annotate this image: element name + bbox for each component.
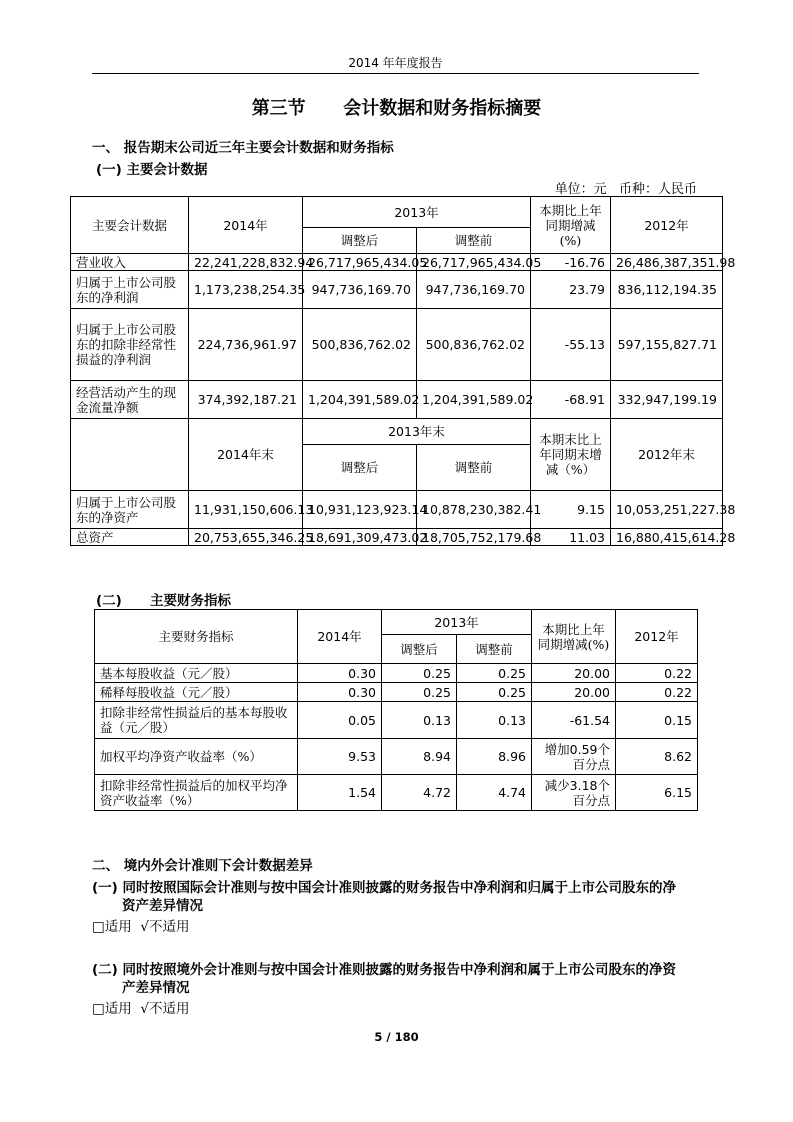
cell-2014: 22,241,228,832.94 <box>189 254 303 271</box>
part2-item2-line2: 产差异情况 <box>122 980 190 996</box>
part2-item1-option: □适用 √不适用 <box>92 919 190 935</box>
cell-change: 9.15 <box>531 491 611 529</box>
t1-h-2012: 2012年 <box>611 197 723 254</box>
t1-h2-change: 本期末比上年同期末增减（%） <box>531 419 611 491</box>
t1-h-change: 本期比上年同期增减(%) <box>531 197 611 254</box>
t1-h-adj-after: 调整后 <box>303 228 417 254</box>
cell-2012: 8.62 <box>616 739 698 775</box>
part2-item1-line1: (一) 同时按照国际会计准则与按中国会计准则披露的财务报告中净利润和归属于上市公司股东的净 <box>92 880 677 896</box>
cell-2014: 224,736,961.97 <box>189 309 303 381</box>
cell-change: -16.76 <box>531 254 611 271</box>
table-row <box>95 702 698 739</box>
cell-2014: 1.54 <box>298 775 382 811</box>
t2-h-adj-before: 调整前 <box>457 635 532 664</box>
t1-h-2014: 2014年 <box>189 197 303 254</box>
part1-heading: 一、 报告期末公司近三年主要会计数据和财务指标 <box>92 140 394 156</box>
cell-adj-before: 0.25 <box>457 664 532 683</box>
table-row <box>71 381 723 419</box>
cell-2012: 597,155,827.71 <box>611 309 723 381</box>
cell-2012: 6.15 <box>616 775 698 811</box>
t1-h2-2014: 2014年末 <box>189 419 303 491</box>
cell-adj-after: 26,717,965,434.05 <box>303 254 417 271</box>
cell-change: -61.54 <box>532 702 616 739</box>
t2-h-2013: 2013年 <box>382 610 532 635</box>
row-label: 归属于上市公司股东的扣除非经常性损益的净利润 <box>71 309 189 381</box>
cell-change: 20.00 <box>532 683 616 702</box>
financial-indicators-table <box>94 609 698 811</box>
cell-adj-after: 4.72 <box>382 775 457 811</box>
cell-2014: 0.30 <box>298 664 382 683</box>
cell-adj-before: 4.74 <box>457 775 532 811</box>
cell-2012: 0.22 <box>616 683 698 702</box>
cell-adj-after: 0.25 <box>382 683 457 702</box>
t1-h-item: 主要会计数据 <box>71 197 189 254</box>
part2-heading: 二、 境内外会计准则下会计数据差异 <box>92 858 313 874</box>
row-label: 归属于上市公司股东的净利润 <box>71 271 189 309</box>
table-row <box>71 271 723 309</box>
accounting-data-table <box>70 196 736 546</box>
cell-adj-after: 947,736,169.70 <box>303 271 417 309</box>
cell-change: 减少3.18个百分点 <box>532 775 616 811</box>
cell-2014: 0.30 <box>298 683 382 702</box>
cell-2012: 836,112,194.35 <box>611 271 723 309</box>
cell-adj-after: 0.25 <box>382 664 457 683</box>
t1-h-adj-before: 调整前 <box>417 228 531 254</box>
header-divider <box>92 73 699 74</box>
part2-item2-line1: (二) 同时按照境外会计准则与按中国会计准则披露的财务报告中净利润和属于上市公司股东的净资 <box>92 962 677 978</box>
cell-adj-before: 8.96 <box>457 739 532 775</box>
row-label: 扣除非经常性损益后的基本每股收益（元／股） <box>95 702 298 739</box>
cell-2014: 1,173,238,254.35 <box>189 271 303 309</box>
table-row <box>95 664 698 683</box>
row-label: 营业收入 <box>71 254 189 271</box>
cell-adj-before: 26,717,965,434.05 <box>417 254 531 271</box>
cell-change: 增加0.59个百分点 <box>532 739 616 775</box>
t1-h2-2012: 2012年末 <box>611 419 723 491</box>
table-row <box>71 309 723 381</box>
t1-h2-adj-before: 调整前 <box>417 445 531 491</box>
t2-h-adj-after: 调整后 <box>382 635 457 664</box>
cell-2012: 0.15 <box>616 702 698 739</box>
t2-h-2012: 2012年 <box>616 610 698 664</box>
section-title: 第三节 会计数据和财务指标摘要 <box>251 98 542 119</box>
cell-adj-before: 10,878,230,382.41 <box>417 491 531 529</box>
row-label: 加权平均净资产收益率（%） <box>95 739 298 775</box>
table-row <box>71 254 723 271</box>
cell-2012: 16,880,415,614.28 <box>611 529 723 546</box>
row-label: 归属于上市公司股东的净资产 <box>71 491 189 529</box>
part2-item2-option: □适用 √不适用 <box>92 1001 190 1017</box>
row-label: 经营活动产生的现金流量净额 <box>71 381 189 419</box>
part1-sub1: (一) 主要会计数据 <box>96 162 208 178</box>
row-label: 总资产 <box>71 529 189 546</box>
cell-adj-after: 10,931,123,923.14 <box>303 491 417 529</box>
row-label: 基本每股收益（元／股） <box>95 664 298 683</box>
cell-adj-before: 18,705,752,179.68 <box>417 529 531 546</box>
cell-2014: 0.05 <box>298 702 382 739</box>
cell-2014: 11,931,150,606.13 <box>189 491 303 529</box>
row-label: 扣除非经常性损益后的加权平均净资产收益率（%） <box>95 775 298 811</box>
row-label: 稀释每股收益（元／股） <box>95 683 298 702</box>
t1-h2-adj-after: 调整后 <box>303 445 417 491</box>
cell-change: 23.79 <box>531 271 611 309</box>
cell-adj-after: 1,204,391,589.02 <box>303 381 417 419</box>
cell-2014: 9.53 <box>298 739 382 775</box>
t1-h2-blank <box>71 419 189 491</box>
t2-h-2014: 2014年 <box>298 610 382 664</box>
cell-change: 11.03 <box>531 529 611 546</box>
cell-change: -55.13 <box>531 309 611 381</box>
cell-change: -68.91 <box>531 381 611 419</box>
cell-adj-after: 0.13 <box>382 702 457 739</box>
table-row <box>95 739 698 775</box>
t2-h-item: 主要财务指标 <box>95 610 298 664</box>
cell-2012: 0.22 <box>616 664 698 683</box>
cell-2014: 374,392,187.21 <box>189 381 303 419</box>
cell-adj-before: 947,736,169.70 <box>417 271 531 309</box>
cell-adj-after: 8.94 <box>382 739 457 775</box>
cell-2012: 10,053,251,227.38 <box>611 491 723 529</box>
unit-line: 单位：元 币种：人民币 <box>554 182 697 197</box>
cell-adj-before: 0.25 <box>457 683 532 702</box>
report-header: 2014 年年度报告 <box>348 56 443 70</box>
cell-2014: 20,753,655,346.25 <box>189 529 303 546</box>
t1-h2-2013: 2013年末 <box>303 419 531 445</box>
cell-adj-after: 18,691,309,473.02 <box>303 529 417 546</box>
table-row <box>95 683 698 702</box>
t2-h-change: 本期比上年同期增减(%) <box>532 610 616 664</box>
cell-adj-before: 500,836,762.02 <box>417 309 531 381</box>
page-number: 5 / 180 <box>374 1030 419 1044</box>
cell-adj-before: 1,204,391,589.02 <box>417 381 531 419</box>
cell-adj-before: 0.13 <box>457 702 532 739</box>
cell-2012: 26,486,387,351.98 <box>611 254 723 271</box>
cell-change: 20.00 <box>532 664 616 683</box>
cell-2012: 332,947,199.19 <box>611 381 723 419</box>
table-row <box>71 491 723 529</box>
t1-h-2013: 2013年 <box>303 197 531 228</box>
part2-item1-line2: 资产差异情况 <box>122 898 203 914</box>
cell-adj-after: 500,836,762.02 <box>303 309 417 381</box>
part1-sub2: (二) 主要财务指标 <box>96 593 232 609</box>
table-row <box>95 775 698 811</box>
table-row <box>71 529 723 546</box>
